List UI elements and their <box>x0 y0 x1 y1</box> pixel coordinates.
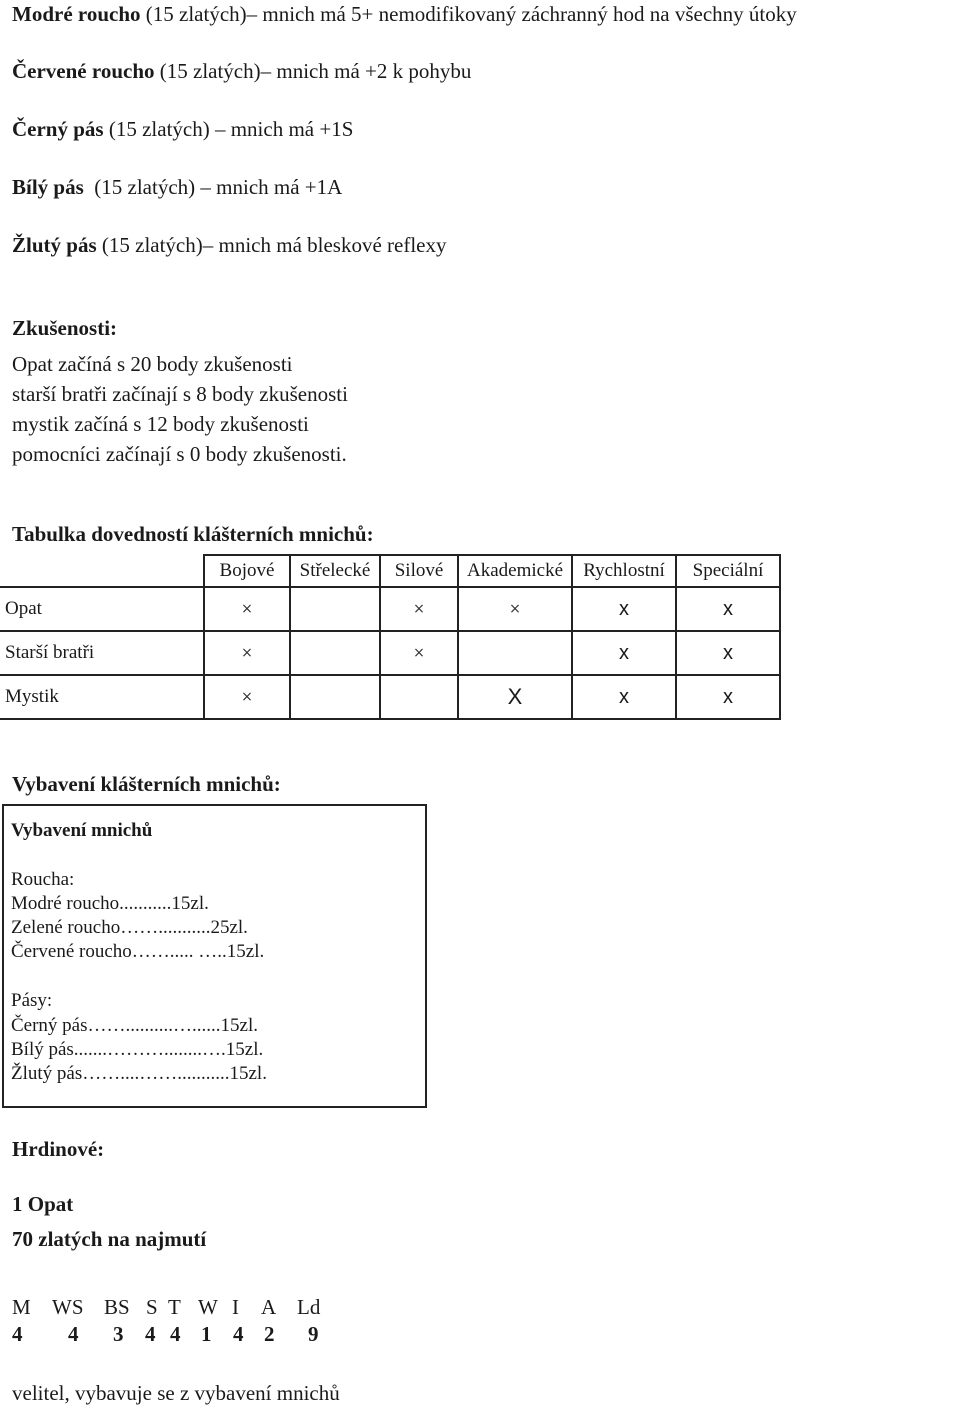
upgrade-desc: (15 zlatých)– mnich má 5+ nemodifikovaný záchranný hod na všechny útoky <box>140 2 797 26</box>
stat-value-a: 2 <box>264 1322 275 1346</box>
stat-name-w: W <box>198 1295 218 1319</box>
skills-table <box>0 554 781 720</box>
upgrade-line-white-belt <box>12 175 342 199</box>
hero-note: velitel, vybavuje se z vybavení mnichů <box>12 1381 340 1405</box>
skill-mark <box>380 675 458 719</box>
upgrade-line-blue-robe <box>12 2 797 26</box>
heroes-heading: Hrdinové: <box>12 1137 105 1161</box>
stat-value-ld: 9 <box>308 1322 319 1346</box>
experience-line: mystik začíná s 12 body zkušenosti <box>12 412 309 436</box>
equipment-item: Černý pás……..........…......15zl. <box>11 1015 258 1036</box>
skills-row-opat <box>0 587 780 631</box>
skills-heading: Tabulka dovedností klášterních mnichů: <box>12 522 374 546</box>
skill-mark: × <box>380 587 458 631</box>
skills-corner <box>0 555 204 587</box>
stat-name-a: A <box>261 1295 277 1319</box>
equipment-heading: Vybavení klášterních mnichů: <box>12 772 281 796</box>
stat-name-t: T <box>168 1295 181 1319</box>
stat-value-i: 4 <box>233 1322 244 1346</box>
skill-mark: x <box>676 675 780 719</box>
upgrade-desc: (15 zlatých)– mnich má bleskové reflexy <box>96 233 447 257</box>
skills-col-header: Akademické <box>458 555 572 587</box>
stat-value-t: 4 <box>170 1322 181 1346</box>
skill-mark <box>290 587 380 631</box>
upgrade-name: Červené roucho <box>12 59 155 83</box>
upgrade-name: Černý pás <box>12 117 104 141</box>
skills-col-header: Střelecké <box>290 555 380 587</box>
equipment-box <box>2 804 427 1108</box>
skill-mark: × <box>204 631 290 675</box>
hero-unit-name: 1 Opat <box>12 1192 74 1216</box>
skills-col-header: Rychlostní <box>572 555 676 587</box>
stat-name-i: I <box>232 1295 239 1319</box>
skill-mark: x <box>572 631 676 675</box>
belts-label: Pásy: <box>11 990 53 1011</box>
skills-col-header: Silové <box>380 555 458 587</box>
equipment-item: Žlutý pás……....……...........15zl. <box>11 1063 267 1084</box>
skill-mark: x <box>572 675 676 719</box>
experience-line: starší bratři začínají s 8 body zkušenosti <box>12 382 348 406</box>
skills-col-header: Bojové <box>204 555 290 587</box>
stat-value-ws: 4 <box>68 1322 79 1346</box>
skill-mark: × <box>458 587 572 631</box>
skill-mark <box>290 675 380 719</box>
equipment-item: Zelené roucho……...........25zl. <box>11 917 248 938</box>
robes-label: Roucha: <box>11 869 75 890</box>
stat-name-ld: Ld <box>297 1295 321 1319</box>
skills-row-label: Starší bratři <box>0 631 204 675</box>
skills-col-header: Speciální <box>676 555 780 587</box>
upgrade-line-yellow-belt <box>12 233 447 257</box>
equipment-item: Červené roucho……..... …..15zl. <box>11 941 265 962</box>
skills-row-label: Opat <box>0 587 204 631</box>
stat-value-bs: 3 <box>113 1322 124 1346</box>
skill-mark <box>290 631 380 675</box>
hero-cost: 70 zlatých na najmutí <box>12 1227 207 1251</box>
skill-mark: × <box>380 631 458 675</box>
experience-line: pomocníci začínají s 0 body zkušenosti. <box>12 442 347 466</box>
stat-name-s: S <box>146 1295 158 1319</box>
upgrade-line-black-belt <box>12 117 353 141</box>
skill-mark: x <box>676 587 780 631</box>
upgrade-desc: (15 zlatých)– mnich má +2 k pohybu <box>154 59 472 83</box>
skill-mark: × <box>204 675 290 719</box>
equipment-item: Modré roucho...........15zl. <box>11 893 209 914</box>
skills-row-mystik <box>0 675 780 719</box>
skill-mark: X <box>458 675 572 719</box>
stat-name-bs: BS <box>104 1295 130 1319</box>
stat-value-s: 4 <box>145 1322 156 1346</box>
skill-mark <box>458 631 572 675</box>
skill-mark: × <box>204 587 290 631</box>
upgrade-name: Žlutý pás <box>12 233 97 257</box>
experience-list <box>12 349 348 469</box>
stat-name-ws: WS <box>52 1295 84 1319</box>
upgrade-desc: (15 zlatých) – mnich má +1S <box>103 117 354 141</box>
equipment-box-title: Vybavení mnichů <box>11 820 153 841</box>
experience-heading: Zkušenosti: <box>12 316 118 340</box>
skills-row-starsi-bratri <box>0 631 780 675</box>
upgrade-name: Bílý pás <box>12 175 84 199</box>
upgrade-desc: (15 zlatých) – mnich má +1A <box>83 175 343 199</box>
equipment-item: Bílý pás.......………........….15zl. <box>11 1039 264 1060</box>
stat-value-m: 4 <box>12 1322 23 1346</box>
skill-mark: x <box>676 631 780 675</box>
skills-row-label: Mystik <box>0 675 204 719</box>
skill-mark: x <box>572 587 676 631</box>
stat-value-w: 1 <box>201 1322 212 1346</box>
skills-header-row <box>0 555 780 587</box>
upgrade-name: Modré roucho <box>12 2 141 26</box>
upgrade-line-red-robe <box>12 59 471 83</box>
stat-name-m: M <box>12 1295 31 1319</box>
experience-line: Opat začíná s 20 body zkušenosti <box>12 352 293 376</box>
